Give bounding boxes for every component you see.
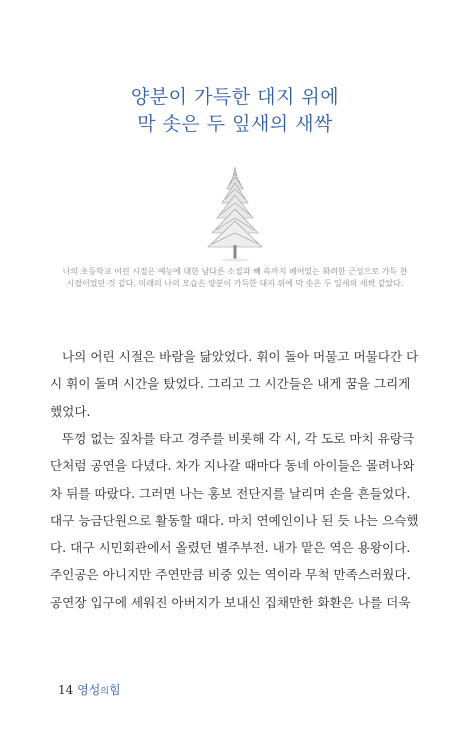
illustration-caption-line-1: 나의 초등학교 어린 시절은 예능에 대한 남다른 소질과 빼 속까지 배어있는 화려한 근성으로 가득 찬 <box>62 267 408 276</box>
book-title-part: 영성 <box>77 683 101 697</box>
page-number: 14 <box>58 683 74 697</box>
text-line: 뚜껑 없는 짚차를 타고 경주를 비롯해 각 시, 각 도로 마치 유랑극 <box>62 431 415 446</box>
body-paragraph-1 <box>50 343 426 425</box>
book-title <box>77 683 120 697</box>
text-line: 단처럼 공연을 다녔다. 차가 지나갈 때마다 동네 아이들은 몰려나와 <box>50 458 415 474</box>
body-paragraph-2 <box>50 425 426 616</box>
book-title-part: 의 <box>100 687 109 697</box>
text-line: 했었다. <box>50 403 91 419</box>
illustration-caption-line-2: 시절이었던 것 같다. 미래의 나의 모습은 양분이 가득한 대지 위에 막 솟은 두 잎새의 새싹 같았다. <box>66 279 404 288</box>
text-line: 나의 어린 시절은 바람을 닮았었다. 휘이 돌아 머물고 머물다간 다 <box>62 349 419 364</box>
page-footer <box>58 681 121 698</box>
tree-icon <box>196 163 274 263</box>
text-line: 차 뒤를 따랐다. 그러면 나는 홍보 전단지를 날리며 손을 흔들었다. <box>50 485 411 501</box>
chapter-title-line-2: 막 솟은 두 잎새의 새싹 <box>137 113 333 135</box>
text-line: 시 휘이 돌며 시간을 탔었다. 그리고 그 시간들은 내게 꿈을 그리게 <box>50 376 411 392</box>
text-line: 다. 대구 시민회관에서 올렸던 별주부전. 내가 맡은 역은 용왕이다. <box>50 540 411 556</box>
text-line: 주인공은 아니지만 주연만큼 비중 있는 역이라 무척 만족스러웠다. <box>50 567 411 583</box>
chapter-title-line-1: 양분이 가득한 대지 위에 <box>130 86 340 108</box>
text-line: 공연장 입구에 세워진 아버지가 보내신 집채만한 화환은 나를 더욱 <box>50 594 411 610</box>
text-line: 대구 능금단원으로 활동할 때다. 마치 연예인이나 된 듯 나는 으슥했 <box>50 512 419 528</box>
book-title-part: 힘 <box>109 683 121 697</box>
